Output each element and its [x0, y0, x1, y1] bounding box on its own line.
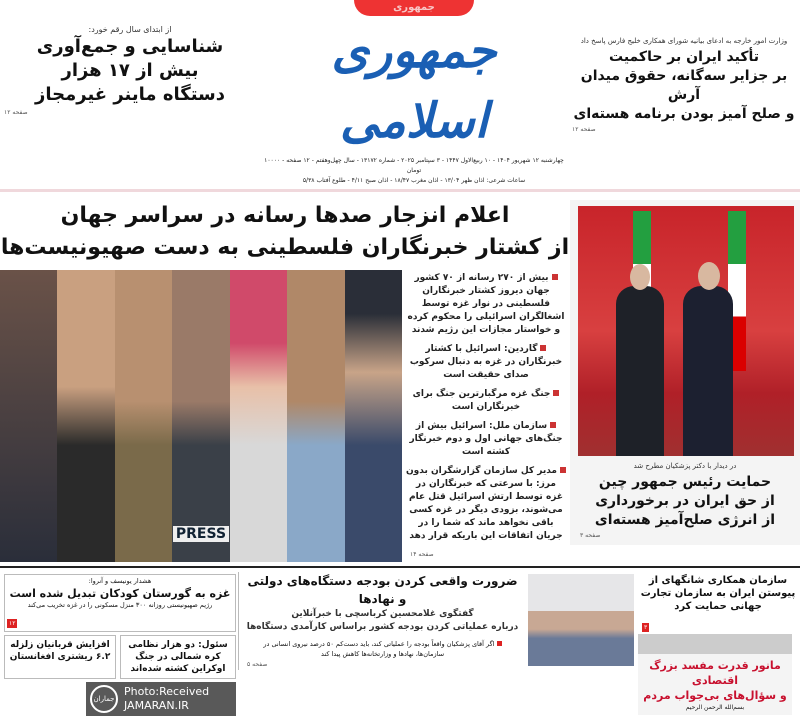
karbaschi-photo: [528, 574, 634, 666]
main-bullets: [402, 270, 570, 562]
top-left-story[interactable]: [0, 0, 260, 118]
headline-line: از کشتار خبرنگاران فلسطینی به دست صهیونیست‌ها: [0, 235, 570, 260]
top-right-story[interactable]: [568, 0, 800, 135]
journalist-portrait: [345, 270, 402, 562]
middle-row: [0, 200, 800, 562]
editorial-headline: مانور قدرت مفسد بزرگ اقتصادی: [649, 659, 781, 687]
subheadline: رژیم صهیونیستی روزانه ۳۰۰ منزل مسکونی را در غزه تخریب می‌کند: [27, 601, 213, 609]
kicker: هشدار یونیسف و آنروا:: [88, 577, 152, 585]
bullet-item: بیش از ۲۷۰ رسانه از ۷۰ کشور جهان دیروز کشتار خبرنگاران فلسطینی در نوار غزه توسط اشغالگران اسرائیلی را محکوم کرده و خواستار مجازات این رژیم شدند: [407, 273, 565, 335]
headline-line: از حق ایران در برخورداری: [595, 493, 775, 509]
editorial-banner: [638, 634, 792, 654]
page-ref: صفحه ۱۲: [4, 109, 28, 116]
journalist-portrait: [57, 270, 114, 562]
right-bottom-stories[interactable]: [636, 572, 800, 717]
earthquake-story[interactable]: افزایش قربانیان زلزله ۶.۲ ریشتری افغانستان: [4, 635, 116, 679]
headline-line: بر جزایر سه‌گانه، حقوق میدان آرش: [580, 68, 788, 103]
page-ref: صفحه ۵: [247, 661, 268, 668]
press-vest-label: PRESS: [173, 526, 229, 542]
main-story: [0, 200, 570, 562]
journalist-portrait: [230, 270, 287, 562]
headline: [568, 48, 800, 124]
editorial-box[interactable]: [638, 634, 792, 715]
china-text: [576, 461, 794, 541]
journalist-portrait: [287, 270, 344, 562]
bullet-item: گاردین: اسرائیل با کشتار خبرنگاران در غزه به دنبال سرکوب صدای حقیقت است: [409, 344, 563, 380]
person-silhouette: [616, 286, 664, 456]
subheadline: درباره عملیاتی کردن بودجه کشور براساس کارآمدی دستگاه‌ها: [246, 622, 519, 632]
page-ref: صفحه ۳: [580, 532, 601, 539]
headline-line: و صلح آمیز بودن برنامه هسته‌ای: [573, 106, 795, 122]
headline-line: اعلام انزجار صدها رسانه در سراسر جهان: [60, 203, 510, 228]
page-ref: صفحه ۱۲: [572, 126, 596, 133]
budget-story[interactable]: [238, 572, 526, 670]
watermark: [86, 682, 236, 716]
prayer-times: ساعات شرعی: اذان ظهر ۱۳/۰۴ - اذان مغرب ۱۸/۴۷ - اذان صبح ۴/۱۱ - طلوع آفتاب ۵/۳۸: [302, 177, 526, 184]
headline-line: شناسایی و جمع‌آوری: [36, 36, 224, 57]
china-story[interactable]: [570, 200, 800, 545]
page-ref: صفحه ۱۴: [410, 551, 434, 558]
journalists-photo: [0, 270, 402, 562]
journalist-portrait: [172, 270, 229, 562]
kicker: در دیدار با دکتر پزشکیان مطرح شد: [633, 462, 737, 470]
journalist-portrait: [115, 270, 172, 562]
bullet-item: سازمان ملل: اسرائیل بیش از جنگ‌های جهانی اول و دوم خبرنگار کشته است: [409, 421, 563, 457]
person-silhouette: [683, 286, 733, 456]
leaders-photo: [578, 206, 794, 456]
headline-line: تأکید ایران بر حاکمیت: [609, 49, 759, 65]
subheadline: گفتگوی غلامحسین کرباسچی با خبرآنلاین: [291, 609, 474, 619]
headline: [0, 35, 260, 107]
gaza-children-story[interactable]: [4, 574, 236, 632]
editorial-basmala: بسم‌الله الرحمن الرحیم: [685, 704, 745, 711]
north-korea-story[interactable]: سئول: دو هزار نظامی کره شمالی در جنگ اوکراین کشته شده‌اند: [120, 635, 236, 679]
masthead-title: جمهوری اسلامی: [331, 23, 497, 149]
headline: غزه به گورستان کودکان تبدیل شده است: [9, 587, 231, 600]
main-headline[interactable]: [0, 200, 570, 264]
jamaran-logo: جماران: [90, 685, 118, 713]
headline-line: بیش از ۱۷ هزار: [61, 60, 199, 81]
headline-line: دستگاه ماینر غیرمجاز: [35, 84, 225, 105]
date-line: چهارشنبه ۱۲ شهریور ۱۴۰۴ - ۱۰ ربیع‌الاول ۱۴۴۷ - ۳ سپتامبر ۲۰۲۵ - شماره ۱۳۱۷۲ - سال چهل‌وهفتم - ۱۲ صفحه - ۱۰۰۰۰ تومان: [264, 157, 564, 174]
page-ref: ۱۲: [9, 620, 16, 627]
bottom-row: [0, 572, 800, 718]
headline: سازمان همکاری شانگهای از پیوستن ایران به سازمان تجارت جهانی حمایت کرد: [640, 575, 796, 612]
kicker: از ابتدای سال رقم خورد:: [88, 25, 172, 34]
headline: ضرورت واقعی کردن بودجه دستگاه‌های دولتی و نهادها: [247, 574, 518, 606]
divider: [0, 189, 800, 192]
headline-line: از انرژی صلح‌آمیز هسته‌ای: [594, 512, 776, 528]
bottom-left-column: [2, 572, 238, 718]
masthead-badge: جمهوری: [354, 0, 474, 16]
watermark-text: Photo:Received: [124, 685, 210, 698]
editorial-headline: و سؤال‌های بی‌جواب مردم: [643, 689, 787, 702]
person-head: [698, 262, 720, 290]
kicker: وزارت امور خارجه به ادعای بیانیه شورای همکاری خلیج فارس پاسخ داد: [580, 37, 788, 45]
watermark-text: JAMARAN.IR: [124, 699, 189, 712]
divider: [0, 566, 800, 568]
quote: اگر آقای پزشکیان واقعاً بودجه را عملیاتی کند، باید دست‌کم ۵۰ درصد نیروی انسانی در سازمان‌ها، نهادها و وزارتخانه‌ها کاهش پیدا کند: [243, 639, 522, 659]
person-head: [630, 264, 650, 290]
journalist-portrait: [0, 270, 57, 562]
headline-line: حمایت رئیس جمهور چین: [598, 474, 772, 490]
bullet-item: مدیر کل سازمان گزارشگران بدون مرز: با سرعتی که خبرنگاران در غزه توسط ارتش اسرائیل قتل عام می‌شوند، بزودی دیگر در غزه کسی باقی نخواهد ماند که شما را در جریان اتفاقات این باریکه قرار دهد: [406, 465, 566, 543]
bullet-item: جنگ غزه مرگبارترین جنگ برای خبرنگاران است: [406, 388, 566, 414]
masthead: [260, 0, 568, 186]
page-ref: ۳: [644, 624, 648, 631]
top-row: [0, 0, 800, 186]
